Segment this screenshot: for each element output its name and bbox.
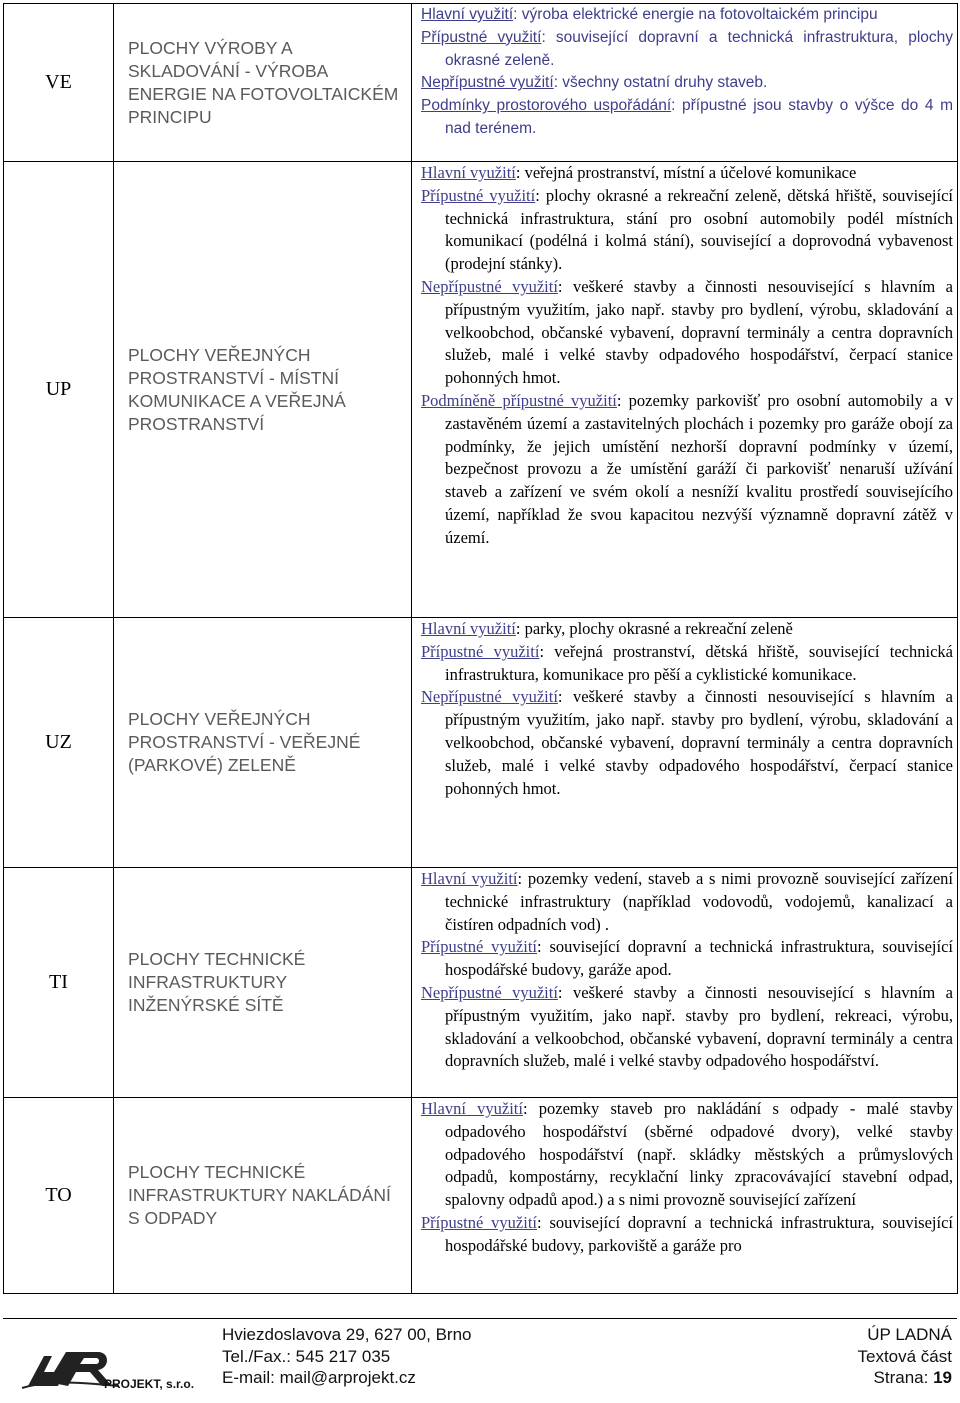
- zone-name: PLOCHY VÝROBY A SKLADOVÁNÍ - VÝROBA ENERGIE NA FOTOVOLTAICKÉM PRINCIPU: [114, 4, 412, 162]
- svg-text:PROJEKT, s.r.o.: PROJEKT, s.r.o.: [104, 1377, 195, 1391]
- regulation-label: Přípustné využití: [421, 1212, 538, 1232]
- zone-code: TI: [4, 868, 114, 1098]
- regulation-text: : veřejná prostranství, dětská hřiště, související technická infrastruktura, komunikace pro pěší a cyklistické komunikace.: [445, 641, 953, 684]
- company-logo: [18, 1342, 198, 1392]
- regulation-label: Přípustné využití: [421, 641, 540, 661]
- regulation-text: : veškeré stavby a činnosti nesouvisející s hlavním a přípustným využitím, jako např. stavby pro bydlení, výrobu, skladování a velkoobchod, občanské vybavení, dopravní terminály a centra dopravních služeb, malé i velké stavby odpadového hospodářství, čerpací stanice pohonných hmot.: [445, 276, 953, 388]
- regulation-paragraph: [421, 185, 953, 276]
- regulation-paragraph: [421, 618, 953, 641]
- regulation-paragraph: [421, 868, 953, 936]
- regulation-paragraph: [421, 27, 953, 73]
- footer-divider: [3, 1318, 957, 1319]
- regulation-text: : související dopravní a technická infrastruktura, plochy okrasné zeleně.: [445, 28, 954, 69]
- zone-description: [412, 4, 958, 162]
- regulation-label: Nepřípustné využití: [421, 276, 558, 296]
- zone-code: VE: [4, 4, 114, 162]
- page-label: Strana:: [873, 1368, 929, 1387]
- email-line: E-mail: mail@arprojekt.cz: [222, 1368, 416, 1387]
- zone-description: [412, 1098, 958, 1294]
- regulation-paragraph: [421, 641, 953, 687]
- regulation-paragraph: [421, 95, 953, 141]
- regulation-text: : pozemky staveb pro nakládání s odpady - malé stavby odpadového hospodářství (sběrné odpadové dvory), velké stavby odpadového hospodářství (např. skládky městských a průmyslových odpadů, kompostárny, recyklační linky zpracovávající stavební odpad, spalovny odpadů apod.) a s nimi provozně související zařízení: [445, 1099, 953, 1210]
- zone-code: TO: [4, 1098, 114, 1294]
- regulation-text: : související dopravní a technická infrastruktura, související hospodářské budovy, parkoviště a garáže pro: [445, 1212, 953, 1255]
- regulation-paragraph: [421, 276, 953, 390]
- regulation-label: Hlavní využití: [421, 1099, 523, 1118]
- zone-name: PLOCHY TECHNICKÉ INFRASTRUKTURY INŽENÝRSKÉ SÍTĚ: [114, 868, 412, 1098]
- regulation-label: Přípustné využití: [421, 28, 542, 46]
- zone-code: UZ: [4, 618, 114, 868]
- regulation-text: : plochy okrasné a rekreační zeleně, dětská hřiště, související technická infrastruktura, stání pro osobní automobily podél místních komunikací (podélná i kolmá stání), související a doprovodná vybavenost (prodejní stánky).: [445, 185, 953, 274]
- regulation-text: : pozemky parkovišť pro osobní automobily a v zastavěném území a zastavitelných plochách i pozemky pro garáže obojí za podmínky, že jejich umístění nezhorší dopravní podmínky v území, bezpečnost provozu a že umístění garáží či parkovišť nenaruší užívání staveb a zařízení ve svém okolí a nesníží kvalitu prostředí souvisejícího území, například že svou kapacitou nezvýší významně dopravní zátěž v území.: [445, 390, 953, 547]
- regulation-label: Přípustné využití: [421, 937, 538, 957]
- document-title: ÚP LADNÁ: [867, 1325, 952, 1344]
- regulation-paragraph: [421, 390, 953, 550]
- zone-name: PLOCHY TECHNICKÉ INFRASTRUKTURY NAKLÁDÁNÍ S ODPADY: [114, 1098, 412, 1294]
- regulation-text: : pozemky vedení, staveb a s nimi provozně související zařízení technické infrastruktury (například vodovodů, vodojemů, kanalizací a čistíren odpadních vod) .: [445, 869, 954, 934]
- regulation-label: Podmínky prostorového uspořádání: [421, 97, 672, 115]
- regulation-text: : veřejná prostranství, místní a účelové komunikace: [515, 163, 857, 182]
- regulation-label: Nepřípustné využití: [421, 687, 558, 707]
- regulation-paragraph: [421, 1212, 953, 1258]
- zones-table: [3, 3, 958, 1294]
- zone-description: [412, 162, 958, 618]
- zone-description: [412, 618, 958, 868]
- regulation-paragraph: [421, 686, 953, 800]
- regulation-text: : veškeré stavby a činnosti nesouvisející s hlavním a přípustným využitím, jako např. stavby pro bydlení, výrobu, skladování a velkoobchod, občanské vybavení, dopravní terminály a centra dopravních služeb, malé i velké stavby odpadového hospodářství, čerpací stanice pohonných hmot.: [445, 687, 953, 798]
- page-indicator: [858, 1367, 953, 1389]
- regulation-paragraph: [421, 4, 953, 27]
- zone-name: PLOCHY VEŘEJNÝCH PROSTRANSTVÍ - VEŘEJNÉ (PARKOVÉ) ZELENĚ: [114, 618, 412, 868]
- address-line: Hviezdoslavova 29, 627 00, Brno: [222, 1325, 472, 1344]
- document-part: Textová část: [857, 1346, 952, 1366]
- zone-row: [4, 868, 958, 1098]
- regulation-paragraph: [421, 936, 953, 982]
- regulation-paragraph: [421, 72, 953, 95]
- zone-name: PLOCHY VEŘEJNÝCH PROSTRANSTVÍ - MÍSTNÍ KOMUNIKACE A VEŘEJNÁ PROSTRANSTVÍ: [114, 162, 412, 618]
- zone-code: UP: [4, 162, 114, 618]
- regulation-text: : parky, plochy okrasné a rekreační zeleně: [515, 619, 793, 638]
- document-info: [858, 1324, 953, 1389]
- zone-row: [4, 618, 958, 868]
- regulation-label: Hlavní využití: [421, 619, 516, 638]
- regulation-text: : všechny ostatní druhy staveb.: [553, 74, 768, 92]
- regulation-label: Podmíněně přípustné využití: [421, 390, 617, 410]
- zone-row: [4, 162, 958, 618]
- regulation-text: : související dopravní a technická infrastruktura, související hospodářské budovy, garáže apod.: [445, 937, 953, 980]
- regulation-label: Hlavní využití: [421, 869, 518, 888]
- regulation-label: Přípustné využití: [421, 185, 536, 205]
- regulation-paragraph: [421, 1098, 953, 1212]
- page-number: 19: [933, 1368, 952, 1387]
- regulation-paragraph: [421, 982, 953, 1073]
- company-address: [222, 1324, 472, 1389]
- regulation-label: Nepřípustné využití: [421, 982, 558, 1002]
- regulation-paragraph: [421, 162, 953, 185]
- zone-row: [4, 4, 958, 162]
- zone-description: [412, 868, 958, 1098]
- regulation-label: Hlavní využití: [421, 6, 514, 23]
- zone-row: [4, 1098, 958, 1294]
- regulation-text: : výroba elektrické energie na fotovoltaickém principu: [513, 6, 878, 23]
- regulation-label: Hlavní využití: [421, 163, 516, 182]
- regulation-label: Nepřípustné využití: [421, 74, 554, 92]
- regulation-text: : přípustné jsou stavby o výšce do 4 m nad terénem.: [445, 97, 953, 137]
- phone-line: Tel./Fax.: 545 217 035: [222, 1346, 391, 1366]
- regulation-text: : veškeré stavby a činnosti nesouvisející s hlavním a přípustným využitím, jako např. stavby pro bydlení, rekreaci, výrobu, skladování a velkoobchod, občanské vybavení, dopravní terminály a centra dopravních služeb, malé i velké stavby odpadového hospodářství.: [445, 982, 953, 1071]
